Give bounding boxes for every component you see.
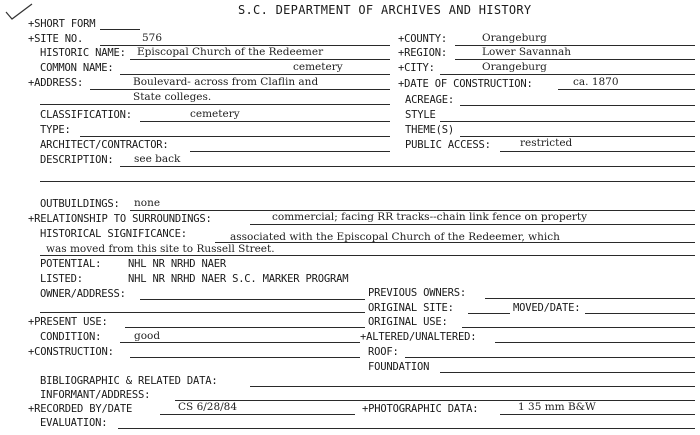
city-label: +CITY:: [398, 62, 435, 74]
common-name-label: COMMON NAME:: [40, 62, 114, 74]
construction-label: +CONSTRUCTION:: [28, 346, 114, 358]
condition-value: good: [134, 330, 161, 342]
potential-options: NHL NR NRHD NAER: [128, 258, 226, 270]
relationship-label: +RELATIONSHIP TO SURROUNDINGS:: [28, 213, 212, 225]
relationship-value: commercial; facing RR tracks--chain link fence on property: [272, 211, 588, 223]
themes-label: THEME(S): [405, 124, 454, 136]
outbuildings-value: none: [134, 197, 161, 209]
significance-label: HISTORICAL SIGNIFICANCE:: [40, 228, 187, 240]
acreage-label: ACREAGE:: [405, 94, 454, 106]
classification-value: cemetery: [190, 108, 240, 120]
present-use-label: +PRESENT USE:: [28, 316, 108, 328]
photographic-data-value: 1 35 mm B&W: [518, 401, 596, 413]
potential-label: POTENTIAL:: [40, 258, 102, 270]
altered-label: +ALTERED/UNALTERED:: [360, 331, 477, 343]
county-label: +COUNTY:: [398, 33, 447, 45]
common-name-value: cemetery: [293, 61, 343, 73]
site-no-value: 576: [142, 32, 163, 44]
description-label: DESCRIPTION:: [40, 154, 114, 166]
original-site-label: ORIGINAL SITE:: [368, 302, 454, 314]
listed-label: LISTED:: [40, 273, 83, 285]
condition-label: CONDITION:: [40, 331, 102, 343]
historic-name-label: HISTORIC NAME:: [40, 47, 126, 59]
description-value: see back: [134, 153, 181, 165]
roof-label: ROOF:: [368, 346, 399, 358]
recorded-by-label: +RECORDED BY/DATE: [28, 403, 133, 415]
foundation-label: FOUNDATION: [368, 361, 430, 373]
date-of-construction-value: ca. 1870: [573, 76, 619, 88]
listed-options: NHL NR NRHD NAER S.C. MARKER PROGRAM: [128, 273, 349, 285]
city-value: Orangeburg: [482, 61, 547, 73]
classification-label: CLASSIFICATION:: [40, 109, 132, 121]
historic-name-value: Episcopal Church of the Redeemer: [137, 46, 324, 58]
site-no-label: +SITE NO.: [28, 33, 84, 45]
address-label: +ADDRESS:: [28, 77, 84, 89]
address-value-line1: Boulevard- across from Claflin and: [133, 76, 319, 88]
evaluation-label: EVALUATION:: [40, 417, 108, 429]
significance-value-line2: was moved from this site to Russell Street.: [46, 243, 275, 255]
informant-label: INFORMANT/ADDRESS:: [40, 389, 151, 401]
type-label: TYPE:: [40, 124, 71, 136]
region-value: Lower Savannah: [482, 46, 572, 58]
date-of-construction-label: +DATE OF CONSTRUCTION:: [398, 78, 533, 90]
public-access-value: restricted: [520, 137, 573, 149]
county-value: Orangeburg: [482, 32, 547, 44]
photographic-data-label: +PHOTOGRAPHIC DATA:: [362, 403, 479, 415]
style-label: STYLE: [405, 109, 436, 121]
outbuildings-label: OUTBUILDINGS:: [40, 198, 120, 210]
recorded-by-value: CS 6/28/84: [178, 401, 238, 413]
moved-date-label: MOVED/DATE:: [513, 302, 581, 314]
owner-address-label: OWNER/ADDRESS:: [40, 288, 126, 300]
form-title: S.C. DEPARTMENT OF ARCHIVES AND HISTORY: [238, 3, 532, 17]
significance-value-line1: associated with the Episcopal Church of the Redeemer, which: [230, 231, 560, 243]
previous-owners-label: PREVIOUS OWNERS:: [368, 287, 466, 299]
architect-label: ARCHITECT/CONTRACTOR:: [40, 139, 169, 151]
region-label: +REGION:: [398, 47, 447, 59]
public-access-label: PUBLIC ACCESS:: [405, 139, 491, 151]
original-use-label: ORIGINAL USE:: [368, 316, 448, 328]
address-value-line2: State colleges.: [133, 91, 212, 103]
short-form-label: +SHORT FORM: [28, 18, 96, 30]
bibliographic-label: BIBLIOGRAPHIC & RELATED DATA:: [40, 375, 218, 387]
